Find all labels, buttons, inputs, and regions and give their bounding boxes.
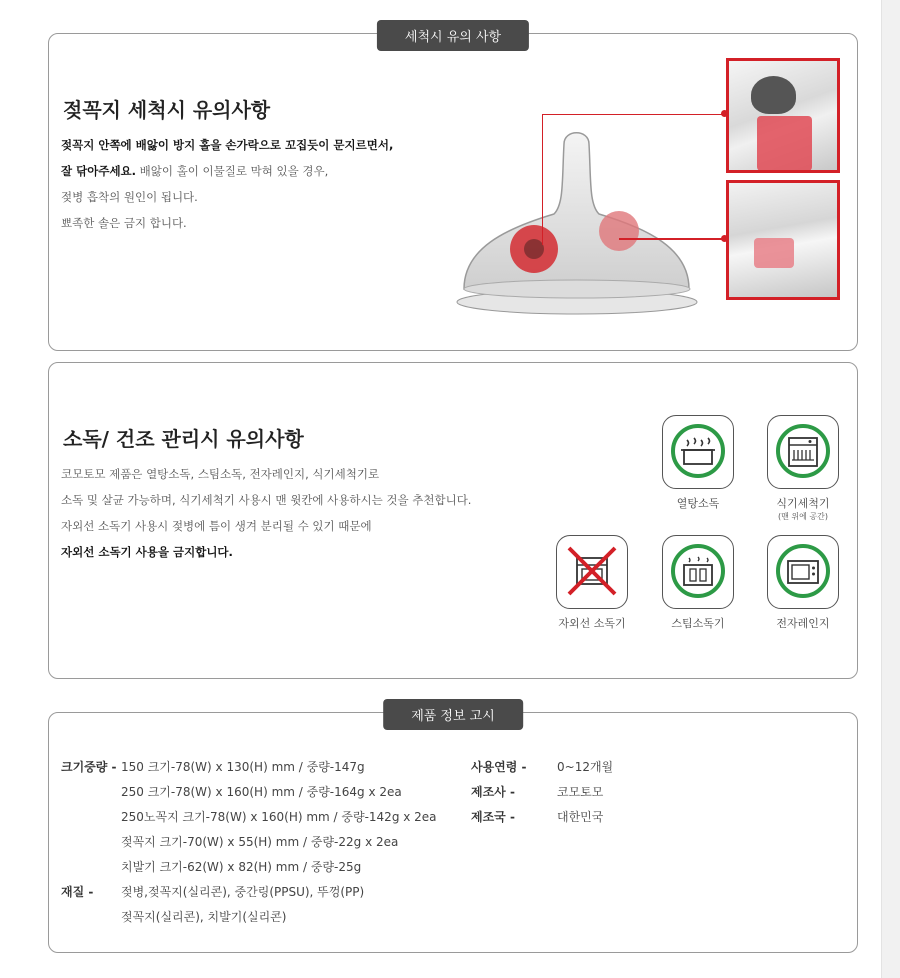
sterilization-line4: 자외선 소독기 사용을 금지합니다. <box>61 545 233 559</box>
cleaning-text-line4: 뾰족한 솔은 금지 합니다. <box>61 216 187 230</box>
dishwasher-note: (맨 위에 공간) <box>778 512 828 521</box>
sterilization-line2: 소독 및 살균 가능하며, 식기세척기 사용시 맨 윗칸에 사용하시는 것을 추천합니다. <box>61 493 472 507</box>
connector-line-top <box>542 114 725 245</box>
boil-icon <box>662 415 734 489</box>
cleaning-section <box>48 30 858 351</box>
age-label: 사용연령 - <box>471 760 527 774</box>
size-row-2: 250 크기-78(W) x 160(H) mm / 중량-164g x 2ea <box>121 785 402 799</box>
steam-sterilizer-label: 스팀소독기 <box>671 617 725 630</box>
maker-label: 제조사 - <box>471 785 515 799</box>
country-value: 대한민국 <box>557 810 604 824</box>
detail-image-bottom <box>726 180 840 300</box>
cleaning-bold-line1: 젖꼭지 안쪽에 배앓이 방지 홀을 손가락으로 꼬집듯이 문지르면서, <box>61 138 394 152</box>
age-value: 0~12개월 <box>557 760 614 774</box>
cleaning-pill: 세척시 유의 사항 <box>377 20 529 51</box>
product-info-section <box>48 709 858 953</box>
material-row-2: 젖꼭지(실리콘), 치발기(실리콘) <box>121 910 287 924</box>
detail-top-dark <box>751 76 796 114</box>
cleaning-text-line3: 젖병 흡착의 원인이 됩니다. <box>61 190 198 204</box>
size-row-5: 치발기 크기-62(W) x 82(H) mm / 중량-25g <box>121 860 362 874</box>
connector-dot-bottom <box>721 235 728 242</box>
detail-bottom-red <box>754 238 794 268</box>
steam-sterilizer-icon <box>662 535 734 609</box>
material-label: 재질 - <box>61 885 94 899</box>
sterilization-line1: 코모토모 제품은 열탕소독, 스팀소독, 전자레인지, 식기세척기로 <box>61 467 380 481</box>
connector-line-bottom <box>619 238 725 240</box>
dishwasher-icon <box>767 415 839 489</box>
detail-top-red <box>757 116 812 171</box>
sterilization-text <box>61 461 561 565</box>
size-row-3: 250노꼭지 크기-78(W) x 160(H) mm / 중량-142g x 2ea <box>121 810 437 824</box>
cleaning-text-line2: 배앓이 홀이 이물질로 막혀 있을 경우, <box>136 164 329 178</box>
product-info-pill: 제품 정보 고시 <box>383 699 523 730</box>
nipple-cleaning-title: 젖꼭지 세척시 유의사항 <box>63 98 271 122</box>
uv-sterilizer-label: 자외선 소독기 <box>558 617 626 630</box>
sterilization-section <box>48 362 858 679</box>
microwave-icon <box>767 535 839 609</box>
country-label: 제조국 - <box>471 810 515 824</box>
boil-label: 열탕소독 <box>676 497 720 510</box>
sterilization-line3: 자외선 소독기 사용시 젖병에 틈이 생겨 분리될 수 있기 때문에 <box>61 519 372 533</box>
material-row-1: 젖병,젖꼭지(실리콘), 중간링(PPSU), 뚜껑(PP) <box>121 885 365 899</box>
dishwasher-label: 식기세척기 <box>776 497 830 510</box>
sterilization-title: 소독/ 건조 관리시 유의사항 <box>63 427 304 451</box>
size-row-1: 150 크기-78(W) x 130(H) mm / 중량-147g <box>121 760 365 774</box>
size-label: 크기중량 - <box>61 760 117 774</box>
connector-dot-top <box>721 110 728 117</box>
cleaning-bold-line2: 잘 닦아주세요. <box>61 164 137 178</box>
microwave-label: 전자레인지 <box>776 617 830 630</box>
scrollbar[interactable] <box>881 0 900 978</box>
size-row-4: 젖꼭지 크기-70(W) x 55(H) mm / 중량-22g x 2ea <box>121 835 399 849</box>
maker-value: 코모토모 <box>557 785 604 799</box>
uv-sterilizer-icon <box>556 535 628 609</box>
nipple-cleaning-text <box>61 132 481 236</box>
detail-image-top <box>726 58 840 173</box>
